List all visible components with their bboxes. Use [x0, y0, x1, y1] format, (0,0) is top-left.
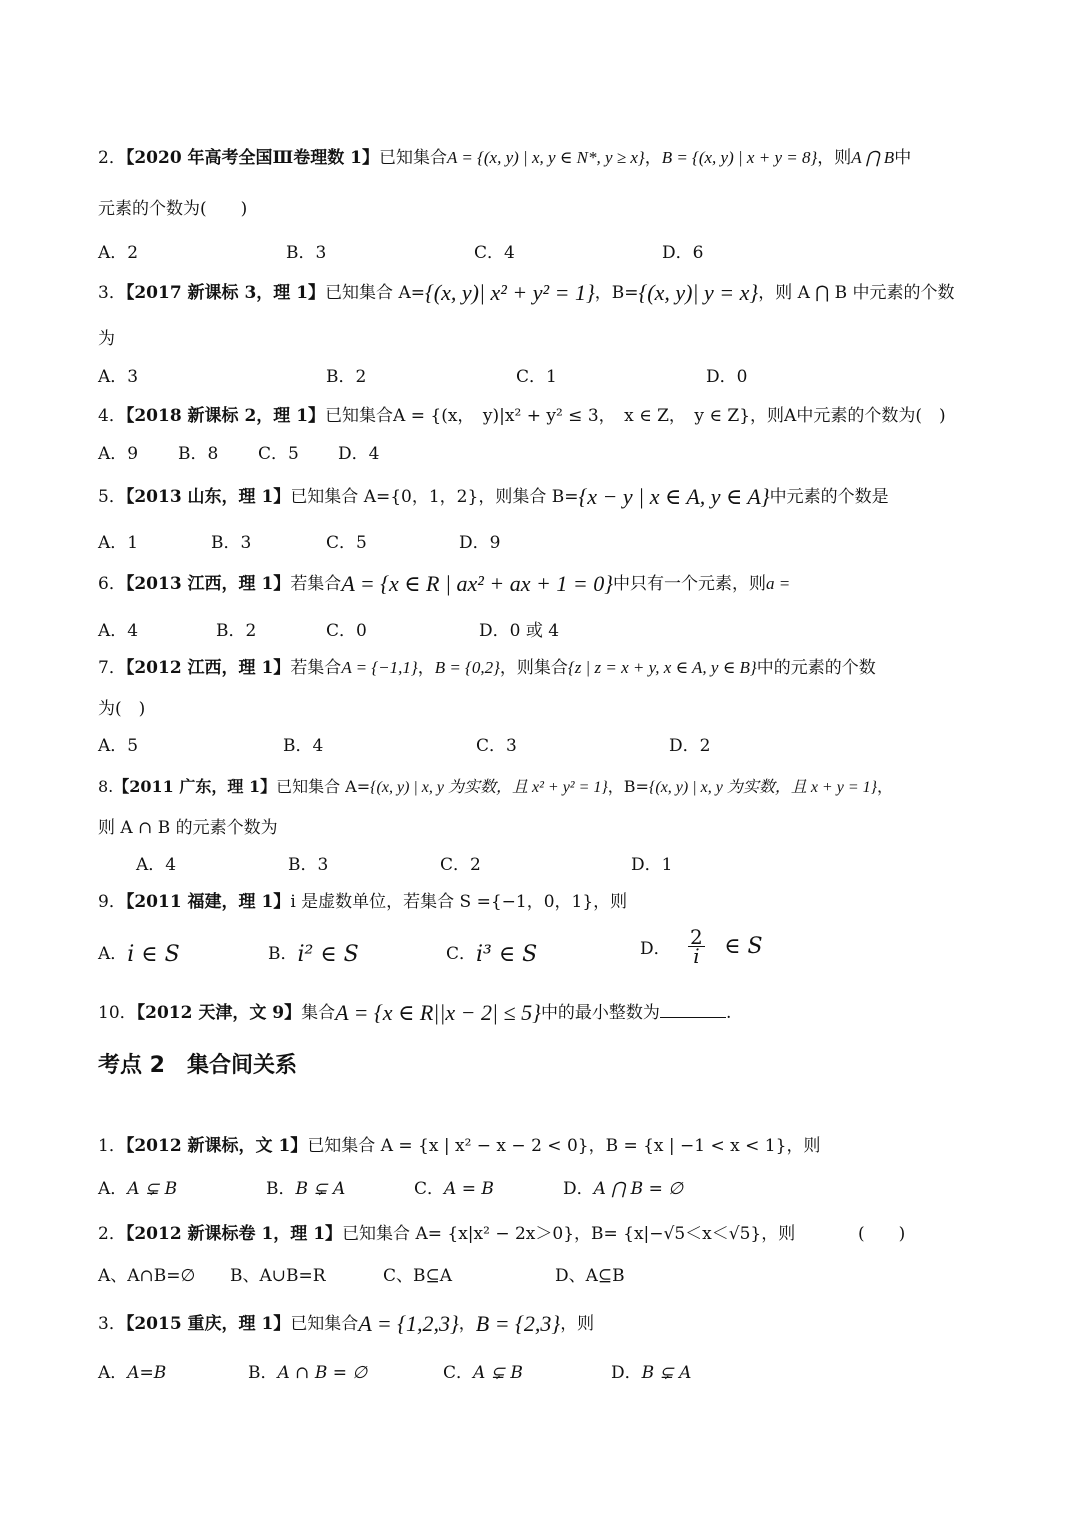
s2-question-3: [98, 1311, 594, 1337]
option-expr: A ⊊ B: [473, 1363, 523, 1383]
option-a: A．1: [98, 533, 139, 553]
option-d: D．6: [662, 243, 704, 263]
option-c: C．4: [474, 243, 515, 263]
option-c: [446, 941, 537, 968]
stem-text: ，则: [560, 1314, 595, 1334]
set-a-expr: A = {x ∈ R||x − 2| ≤ 5}: [335, 1000, 541, 1025]
question-source: 【2013 江西，理 1】: [125, 574, 291, 594]
stem-text: 集合: [301, 1003, 336, 1023]
option-a: A．4: [98, 621, 139, 641]
option-a: [98, 1176, 177, 1202]
period: .: [725, 1003, 732, 1023]
option-c: C．0: [326, 621, 367, 641]
question-source: 【2012 新课标卷 1，理 1】: [125, 1224, 343, 1244]
question-7: [98, 655, 876, 681]
option-expr: A ∩ B = ∅: [277, 1363, 368, 1383]
option-a: A．9: [98, 444, 139, 464]
stem-text: ，则: [817, 148, 852, 168]
s2-question-2: [98, 1221, 795, 1247]
option-label: C．: [446, 944, 477, 964]
answer-variable: a =: [766, 574, 791, 593]
stem-text: 已知集合: [290, 1314, 359, 1334]
option-c: C、B⊆A: [383, 1266, 453, 1286]
question-number: 5．: [98, 487, 126, 507]
option-d: D．9: [459, 533, 501, 553]
question-9: [98, 889, 627, 915]
set-b-expr: B = {(x, y) | x + y = 8}: [661, 148, 818, 167]
option-d: [640, 925, 763, 968]
option-b: B．3: [211, 533, 252, 553]
question-3-line2: 为: [98, 329, 115, 349]
set-a-expr: A = {1,2,3}: [358, 1311, 459, 1336]
question-number: 6．: [98, 574, 126, 594]
stem-text: ，则集合: [499, 658, 568, 678]
option-expr: ∈ S: [724, 934, 763, 959]
stem-text: 中的元素的个数: [756, 658, 876, 678]
stem-text: ，B=: [607, 777, 649, 796]
question-source: 【2017 新课标 3，理 1】: [125, 283, 326, 303]
question-source: 【2013 山东，理 1】: [125, 487, 291, 507]
option-c: C．5: [258, 444, 299, 464]
option-label: D．: [611, 1363, 642, 1383]
separator: ，: [458, 1314, 476, 1334]
option-b: B．3: [286, 243, 327, 263]
option-expr: A = B: [444, 1179, 494, 1199]
s2-question-1: [98, 1133, 820, 1159]
stem-text: 中元素的个数是: [769, 487, 889, 507]
option-expr: i ∈ S: [127, 942, 180, 967]
set-b-expr: B = {0,2}: [434, 658, 500, 677]
option-label: A．: [98, 1363, 128, 1383]
stem-text: 已知集合 A= {x|x² − 2x＞0}，B= {x|−√5＜x＜√5}，则: [342, 1224, 796, 1244]
question-source: 【2015 重庆，理 1】: [125, 1314, 291, 1334]
stem-text: 中的最小整数为: [540, 1003, 660, 1023]
option-a: A．2: [98, 243, 139, 263]
option-a: [98, 941, 180, 968]
option-expr: A ⋂ B = ∅: [593, 1179, 684, 1199]
option-label: C．: [414, 1179, 445, 1199]
stem-text: 已知集合 A=: [325, 283, 425, 303]
answer-blank[interactable]: [660, 1001, 726, 1018]
option-b: B．2: [216, 621, 257, 641]
question-number: 2．: [98, 1224, 126, 1244]
stem-text: 若集合: [290, 658, 342, 678]
fraction-denominator: i: [693, 944, 700, 968]
option-label: B．: [268, 944, 298, 964]
option-a: A．5: [98, 736, 139, 756]
set-a-expr: A = {−1,1}: [341, 658, 418, 677]
question-4: [98, 403, 946, 429]
stem-text: ，B=: [594, 283, 639, 303]
option-label: D．: [640, 939, 671, 959]
option-a: [98, 1360, 166, 1386]
stem-text: ，: [877, 777, 894, 796]
answer-paren: ( ): [858, 1224, 906, 1244]
option-d: D．2: [669, 736, 711, 756]
intersection-expr: A ⋂ B: [851, 148, 895, 167]
fraction-numerator: 2: [690, 925, 703, 949]
question-6: [98, 571, 790, 597]
option-b: B．4: [283, 736, 324, 756]
option-expr: i³ ∈ S: [476, 942, 538, 967]
option-c: C．1: [516, 367, 557, 387]
question-number: 9．: [98, 892, 126, 912]
option-b: B、A∪B=R: [230, 1266, 326, 1286]
question-number: 3．: [98, 1314, 126, 1334]
section-heading: 考点 2 集合间关系: [98, 1053, 297, 1078]
question-source: 【2018 新课标 2，理 1】: [125, 406, 326, 426]
stem-text: ，则 A ⋂ B 中元素的个数: [758, 283, 955, 303]
stem-text: 已知集合A = {(x， y)|x² + y² ≤ 3， x ∈ Z， y ∈ Z}，则A中元素的个数为( ): [325, 406, 946, 426]
option-d: D．4: [338, 444, 380, 464]
question-5: [98, 484, 889, 510]
question-number: 7．: [98, 658, 126, 678]
set-b-expr: B = {2,3}: [475, 1311, 561, 1336]
option-expr: A ⊊ B: [127, 1179, 178, 1199]
option-expr: i² ∈ S: [297, 942, 359, 967]
question-number: 8.: [98, 777, 114, 796]
question-number: 1．: [98, 1136, 126, 1156]
option-d: D．1: [631, 855, 673, 875]
question-8-line2: 则 A ∩ B 的元素个数为: [98, 818, 278, 838]
option-label: A．: [98, 944, 128, 964]
option-expr: A=B: [127, 1363, 167, 1383]
stem-text: 中只有一个元素，则: [613, 574, 766, 594]
question-source: 【2011 福建，理 1】: [125, 892, 291, 912]
question-number: 10．: [98, 1003, 137, 1023]
option-label: D．: [563, 1179, 594, 1199]
set-b-expr: {(x, y) | x, y 为实数，且 x + y = 1}: [648, 779, 878, 796]
option-c: [414, 1176, 494, 1202]
option-label: B．: [266, 1179, 296, 1199]
option-b: B．2: [326, 367, 367, 387]
set-a-expr: {(x, y) | x, y 为实数，且 x² + y² = 1}: [370, 779, 608, 796]
stem-text: 已知集合 A={0，1，2}，则集合 B=: [290, 487, 579, 507]
option-expr: B ⊊ A: [295, 1179, 346, 1199]
question-number: 2．: [98, 148, 126, 168]
question-source: 【2012 江西，理 1】: [125, 658, 291, 678]
option-b: [268, 941, 359, 968]
set-a-expr: A = {(x, y) | x, y ∈ N*, y ≥ x}: [447, 148, 645, 167]
option-c: [443, 1360, 523, 1386]
stem-text: 已知集合 A = {x | x² − x − 2 < 0}，B = {x | −1 < x < 1}，则: [307, 1136, 821, 1156]
fraction: [688, 925, 705, 968]
option-d: [611, 1360, 691, 1386]
question-2: [98, 145, 911, 171]
stem-text: 中: [894, 148, 912, 168]
option-label: B．: [248, 1363, 278, 1383]
question-source: 【2020 年高考全国Ⅲ卷理数 1】: [125, 148, 380, 168]
option-expr: B ⊊ A: [641, 1363, 692, 1383]
question-3: [98, 280, 955, 306]
question-10: [98, 1000, 731, 1026]
question-number: 3．: [98, 283, 126, 303]
set-a-expr: {(x, y)| x² + y² = 1}: [425, 280, 595, 305]
option-d: [563, 1176, 683, 1202]
question-7-line2: 为( ): [98, 699, 146, 719]
option-a: A、A∩B=∅: [98, 1266, 196, 1286]
question-source: 【2012 新课标，文 1】: [125, 1136, 308, 1156]
question-source: 【2011 广东，理 1】: [113, 777, 277, 796]
separator: ，: [644, 148, 662, 168]
option-d: D．0: [706, 367, 748, 387]
option-b: B．8: [178, 444, 219, 464]
stem-text: i 是虚数单位，若集合 S ={−1，0，1}，则: [290, 892, 628, 912]
option-a: A．3: [98, 367, 139, 387]
option-b: B．3: [288, 855, 329, 875]
stem-text: 若集合: [290, 574, 342, 594]
question-source: 【2012 天津，文 9】: [136, 1003, 302, 1023]
option-c: C．3: [476, 736, 517, 756]
option-b: [248, 1360, 367, 1386]
set-c-expr: {z | z = x + y, x ∈ A, y ∈ B}: [567, 658, 757, 677]
stem-text: 已知集合: [379, 148, 448, 168]
option-label: C．: [443, 1363, 474, 1383]
question-8: [98, 774, 893, 801]
option-d: D．0 或 4: [479, 621, 560, 641]
option-label: A．: [98, 1179, 128, 1199]
option-c: C．5: [326, 533, 367, 553]
option-a: A．4: [136, 855, 177, 875]
question-number: 4．: [98, 406, 126, 426]
option-c: C．2: [440, 855, 481, 875]
separator: ，: [417, 658, 435, 678]
stem-text: 已知集合 A=: [276, 777, 371, 796]
set-b-expr: {(x, y)| y = x}: [638, 280, 759, 305]
option-d: D、A⊆B: [555, 1266, 625, 1286]
question-2-line2: 元素的个数为( ): [98, 199, 248, 219]
option-b: [266, 1176, 345, 1202]
set-a-expr: A = {x ∈ R | ax² + ax + 1 = 0}: [341, 571, 613, 596]
set-b-expr: {x − y | x ∈ A, y ∈ A}: [578, 484, 770, 509]
